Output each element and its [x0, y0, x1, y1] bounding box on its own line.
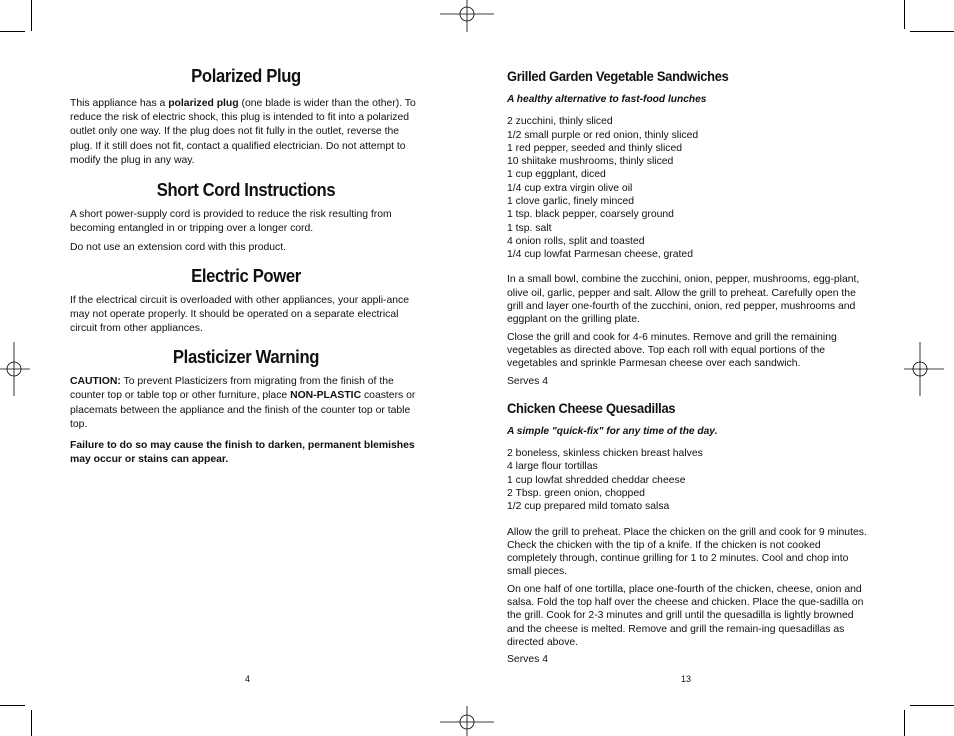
ingredient: 1 tsp. salt — [507, 222, 552, 234]
registration-mark-icon — [904, 342, 944, 396]
body-paragraph: A short power-supply cord is provided to reduce the risk resulting from becoming entangled in or tripping over a longer cord. — [70, 209, 392, 235]
section-title: Short Cord Instructions — [156, 179, 336, 201]
ingredient: 1/4 cup extra virgin olive oil — [507, 182, 633, 194]
recipe-vegetable-sandwiches — [507, 66, 867, 388]
crop-mark — [910, 705, 954, 706]
section-plasticizer-warning — [70, 344, 422, 467]
ingredient: 1 red pepper, seeded and thinly sliced — [507, 142, 683, 154]
ingredient: 1 clove garlic, finely minced — [507, 195, 635, 207]
crop-mark — [910, 31, 954, 32]
section-title: Polarized Plug — [191, 65, 301, 86]
recipe-subtitle: A healthy alternative to fast-food lunches — [507, 94, 707, 105]
ingredient: 1 cup lowfat shredded cheddar cheese — [507, 474, 686, 486]
left-page — [70, 62, 422, 467]
crop-mark — [0, 705, 25, 706]
ingredient: 1 tsp. black pepper, coarsely ground — [507, 209, 674, 221]
crop-mark — [904, 0, 905, 29]
right-page — [507, 66, 867, 667]
recipe-subtitle: A simple "quick-fix" for any time of the day. — [507, 425, 718, 437]
page-number-right: 13 — [681, 674, 692, 684]
ingredient: 2 zucchini, thinly sliced — [507, 116, 613, 128]
recipe-yield: Serves 4 — [507, 654, 549, 666]
section-title: Electric Power — [191, 264, 301, 286]
ingredient: 1/2 small purple or red onion, thinly sliced — [507, 129, 699, 141]
crop-mark — [31, 0, 32, 31]
crop-mark — [0, 31, 25, 32]
body-paragraph: If the electrical circuit is overloaded with other appliances, your appli-ance may not operate properly. It should be operated on a separate electrical circuit from other appliances. — [70, 294, 410, 335]
recipe-direction: Allow the grill to preheat. Place the chicken on the grill and cook for 9 minutes. Check the chicken with the tip of a knife. If the chicken is not cooked completely through, continue grilling for 1 to 2 minutes. Cool and chop into small pieces. — [507, 526, 867, 578]
ingredient: 10 shiitake mushrooms, thinly sliced — [507, 156, 674, 168]
page-number-left: 4 — [245, 674, 251, 684]
ingredient: 4 large flour tortillas — [507, 461, 598, 473]
recipe-direction: In a small bowl, combine the zucchini, onion, pepper, mushrooms, egg-plant, olive oil, garlic, pepper and salt. Allow the grill to preheat. Carefully open the grill and layer one-fourth of the zucchini, onion, red pepper, mushrooms and eggplant on the grilling plate. — [507, 274, 860, 326]
ingredient: 1 cup eggplant, diced — [507, 169, 606, 181]
recipe-chicken-quesadillas — [507, 398, 867, 667]
body-paragraph: This appliance has a polarized plug (one blade is wider than the other). To reduce the risk of electric shock, this plug is intended to fit into a polarized outlet only one way. If the plug does not fit fully in the outlet, reverse the plug. If it still does not fit, contact a qualified electrician. Do not attempt to modify the plug in any way. — [70, 98, 416, 166]
ingredient: 4 onion rolls, split and toasted — [507, 235, 645, 247]
registration-mark-icon — [440, 706, 494, 736]
warning-paragraph: Failure to do so may cause the finish to darken, permanent blemishes may occur or stains can appear. — [70, 440, 415, 466]
ingredient: 2 Tbsp. green onion, chopped — [507, 487, 645, 499]
caution-label: CAUTION: — [70, 376, 121, 388]
recipe-direction: On one half of one tortilla, place one-fourth of the chicken, cheese, onion and salsa. Fold the top half over the cheese and chicken. Place the que-sadilla on the grill. Cook for 2-3 minutes and grill until the quesadilla is lightly browned and the cheese is melted. Remove and grill the remain-ing quesadillas as directed above. — [507, 583, 864, 648]
ingredient: 1/2 cup prepared mild tomato salsa — [507, 501, 670, 513]
body-paragraph: Do not use an extension cord with this product. — [70, 242, 287, 254]
crop-mark — [904, 710, 905, 736]
section-title: Plasticizer Warning — [172, 346, 320, 368]
recipe-title: Chicken Cheese Quesadillas — [507, 399, 676, 416]
caution-paragraph: CAUTION: To prevent Plasticizers from migrating from the finish of the counter top or table top or other furniture, place NON-PLASTIC coasters or placemats between the appliance and the finish of the counter top or table top. — [70, 376, 416, 430]
section-electric-power — [70, 263, 422, 337]
ingredient: 1/4 cup lowfat Parmesan cheese, grated — [507, 249, 693, 261]
recipe-direction: Close the grill and cook for 4-6 minutes. Remove and grill the remaining vegetables as directed above. Top each roll with equal portions of the vegetables and sprinkle Parmesan cheese over each sandwich. — [507, 331, 837, 370]
recipe-title: Grilled Garden Vegetable Sandwiches — [507, 68, 729, 84]
section-short-cord — [70, 177, 422, 256]
section-polarized-plug — [70, 62, 422, 168]
registration-mark-icon — [0, 342, 30, 396]
ingredient-list — [507, 447, 867, 513]
recipe-yield: Serves 4 — [507, 375, 549, 387]
crop-mark — [31, 710, 32, 736]
registration-mark-icon — [440, 0, 494, 32]
ingredient: 2 boneless, skinless chicken breast halves — [507, 448, 703, 460]
ingredient-list — [507, 115, 867, 261]
